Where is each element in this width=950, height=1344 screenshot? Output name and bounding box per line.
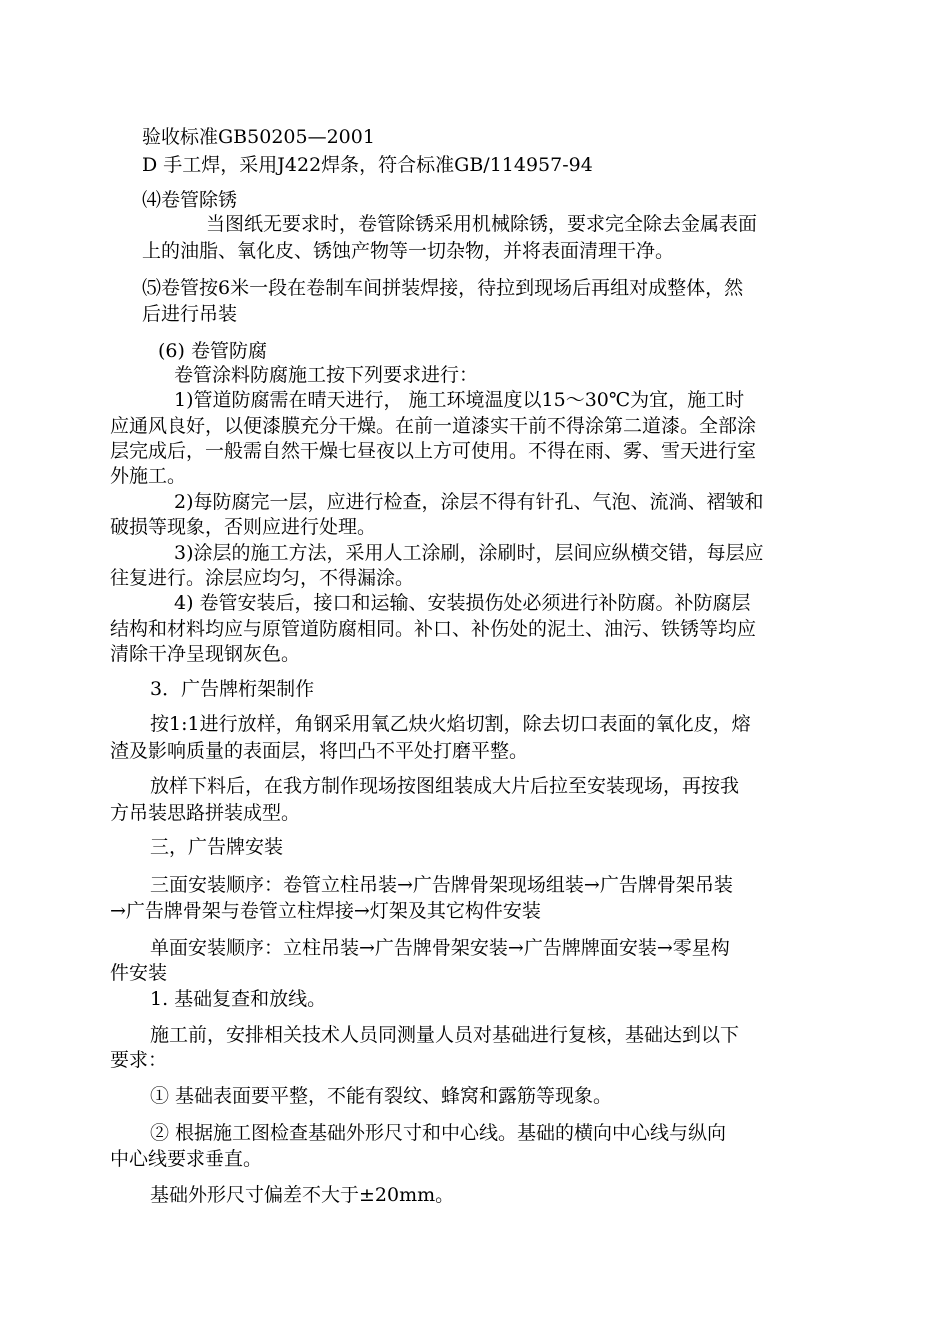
text-line: 4) 卷管安装后，接口和运输、安装损伤处必须进行补防腐。补防腐层 <box>174 592 751 614</box>
text-line: 破损等现象，否则应进行处理。 <box>110 516 377 538</box>
text-line: ⑸卷管按6米一段在卷制车间拼装焊接，待拉到现场后再组对成整体，然 <box>142 277 744 299</box>
section-heading: 3．广告牌桁架制作 <box>150 678 315 700</box>
text-line: 往复进行。涂层应均匀，不得漏涂。 <box>110 567 415 589</box>
text-line: ⑷卷管除锈 <box>142 189 238 211</box>
section-heading: 三，广告牌安装 <box>150 836 284 858</box>
text-line: (6) 卷管防腐 <box>158 340 267 362</box>
text-line: 按1:1进行放样，角钢采用氧乙炔火焰切割，除去切口表面的氧化皮，熔 <box>150 713 751 735</box>
text-line: →广告牌骨架与卷管立柱焊接→灯架及其它构件安装 <box>110 900 541 922</box>
text-line: 件安装 <box>110 962 168 984</box>
text-line: 中心线要求垂直。 <box>110 1148 263 1170</box>
text-line: 后进行吊装 <box>142 303 238 325</box>
text-line: 应通风良好，以便漆膜充分干燥。在前一道漆实干前不得涂第二道漆。全部涂 <box>110 415 757 437</box>
text-line: 当图纸无要求时，卷管除锈采用机械除锈，要求完全除去金属表面 <box>206 213 758 235</box>
text-line: 验收标准GB50205—2001 <box>142 126 375 148</box>
text-line: 单面安装顺序：立柱吊装→广告牌骨架安装→广告牌牌面安装→零星构 <box>150 937 730 959</box>
text-line: ① 基础表面要平整，不能有裂纹、蜂窝和露筋等现象。 <box>150 1085 613 1107</box>
text-line: 施工前，安排相关技术人员同测量人员对基础进行复核，基础达到以下 <box>150 1024 740 1046</box>
text-line: D 手工焊，采用J422焊条，符合标准GB/114957-94 <box>142 154 593 176</box>
text-line: 1)管道防腐需在晴天进行， 施工环境温度以15～30℃为宜，施工时 <box>174 389 745 411</box>
text-line: 放样下料后，在我方制作现场按图组装成大片后拉至安装现场，再按我 <box>150 775 740 797</box>
text-line: 2)每防腐完一层，应进行检查，涂层不得有针孔、气泡、流淌、褶皱和 <box>174 491 764 513</box>
text-line: 要求： <box>110 1049 168 1071</box>
text-line: 三面安装顺序：卷管立柱吊装→广告牌骨架现场组装→广告牌骨架吊装 <box>150 874 733 896</box>
text-line: 渣及影响质量的表面层，将凹凸不平处打磨平整。 <box>110 740 529 762</box>
text-line: 方吊装思路拼装成型。 <box>110 802 301 824</box>
text-line: 外施工。 <box>110 465 187 487</box>
text-line: 清除干净呈现钢灰色。 <box>110 643 301 665</box>
section-heading: 1. 基础复查和放线。 <box>150 988 327 1010</box>
text-line: 结构和材料均应与原管道防腐相同。补口、补伤处的泥土、油污、铁锈等均应 <box>110 618 757 640</box>
text-line: 上的油脂、氧化皮、锈蚀产物等一切杂物，并将表面清理干净。 <box>142 240 675 262</box>
text-line: 基础外形尺寸偏差不大于±20mm。 <box>150 1184 455 1206</box>
text-line: 3)涂层的施工方法，采用人工涂刷，涂刷时，层间应纵横交错，每层应 <box>174 542 764 564</box>
text-line: ② 根据施工图检查基础外形尺寸和中心线。基础的横向中心线与纵向 <box>150 1122 727 1144</box>
text-line: 卷管涂料防腐施工按下列要求进行： <box>174 364 479 386</box>
text-line: 层完成后，一般需自然干燥七昼夜以上方可使用。不得在雨、雾、雪天进行室 <box>110 440 757 462</box>
